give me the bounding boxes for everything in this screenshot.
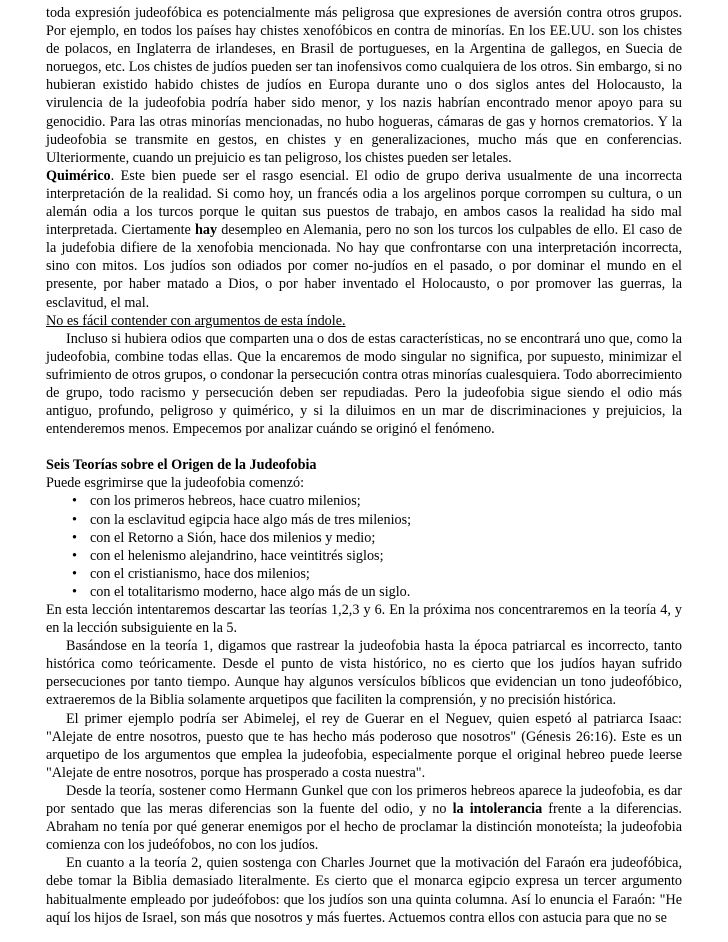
list-item — [72, 529, 682, 547]
list-item-text: con la esclavitud egipcia hace algo más de tres milenios; — [90, 511, 412, 528]
paragraph-theory-1: Basándose en la teoría 1, digamos que rastrear la judeofobia hasta la época patriarcal es incorrecto, tanto histórica como teóricamente. Desde el punto de vista histórico, no es cierto que los judíos hayan sufrido persecuciones por tanto tiempo. Aunque hay algunos versículos bíblicos que evidencian un tono judeofóbico, extraeremos de la Biblia solamente arquetipos que faciliten la comprensión, y no precisión histórica. — [46, 638, 682, 709]
list-item — [72, 492, 682, 510]
paragraph-underlined — [46, 312, 682, 330]
list-item — [72, 547, 682, 565]
paragraph-jokes: toda expresión judeofóbica es potencialmente más peligrosa que expresiones de aversión contra otros grupos. Por ejemplo, en todos los países hay chistes xenofóbicos en contra de minorías. En los EE.UU. son los chistes de polacos, en Inglaterra de irlandeses, en Brasil de portugueses, en la Argentina de gallegos, en Suecia de noruegos, etc. Los chistes de judíos pueden ser tan inofensivos como cualquiera de los otros. Sin embargo, si no hubieran existido habido chistes de judíos en Europa durante uno o dos siglos antes del Holocausto, la virulencia de la judeofobia podría haber sido menor, y los nazis habrían encontrado menor apoyo para su genocidio. Para las otras minorías mencionadas, no hubo hogueras, cámaras de gas y hornos crematorios. Y la judeofobia se transmite en gestos, en chistes y en generalizaciones, mucho más que en conferencias. Ulteriormente, cuando un prejuicio es tan peligroso, los chistes pueden ser letales. — [46, 5, 682, 166]
underlined-sentence: No es fácil contender con argumentos de esta índole. — [46, 312, 346, 329]
paragraph-chimerical — [46, 167, 682, 312]
theories-list — [46, 492, 682, 601]
bullet-icon: • — [72, 511, 77, 528]
section-intro: Puede esgrimirse que la judeofobia comenzó: — [46, 475, 305, 492]
paragraph-text: Desde la teoría, sostener como Hermann Gunkel que con los primeros hebreos aparece la judeofobia, es dar por sentado que las meras diferencias son la fuente del odio, y no — [46, 782, 682, 818]
bullet-icon: • — [72, 565, 77, 582]
paragraph-combined-hatred: Incluso si hubiera odios que comparten una o dos de estas características, no se encontrará uno que, como la judeofobia, combine todas ellas. Que la encaremos de modo singular no significa, por supuesto, minimizar el sufrimiento de otros grupos, o condonar la persecución contra otras minorías cualesquiera. Todo aborrecimiento de grupo, todo racismo y persecución deben ser repudiadas. Pero la judeofobia sigue siendo el odio más antiguo, profundo, peligroso y quimérico, y si la diluimos en un mar de discriminaciones y prejuicios, la entenderemos menos. Empecemos por analizar cuándo se originó el fenómeno. — [46, 330, 682, 438]
list-item — [72, 511, 682, 529]
paragraph-text: . Este bien puede ser el rasgo esencial. El odio de grupo deriva usualmente de una incorrecta interpretación de la realidad. Si como hoy, un francés odia a los argelinos porque corrompen su cultura, o un alemán odia a los turcos porque le quitan sus puestos de trabajo, en ambos casos la realidad ha sido mal interpretada. Ciertamente — [46, 167, 682, 239]
section-title — [46, 456, 682, 474]
section-title-text: Seis Teorías sobre el Origen de la Judeofobia — [46, 457, 317, 474]
paragraph-text: desempleo en Alemania, pero no son los turcos los culpables de ello. El caso de la judefobia difiere de la xenofobia mencionada. No hay que confrontarse con una interpretación incorrecta, sino con mitos. Los judíos son odiados por comer no-judíos en el pasado, o por dominar el mundo en el presente, por haber matado a Dios, o por haber inventado el Holocausto, o por promover las guerras, la esclavitud, el mal. — [46, 222, 682, 311]
list-item — [72, 565, 682, 583]
list-item-text: con el cristianismo, hace dos milenios; — [90, 565, 310, 582]
list-item-text: con el Retorno a Sión, hace dos milenios y medio; — [90, 529, 376, 546]
emphasis-intolerancia: la intolerancia — [452, 801, 543, 818]
list-item — [72, 583, 682, 601]
emphasis-hay: hay — [195, 222, 218, 239]
term-quimerico: Quimérico — [46, 167, 111, 184]
list-item-text: con el helenismo alejandrino, hace veintitrés siglos; — [90, 547, 384, 564]
paragraph-gunkel — [46, 782, 682, 854]
paragraph-theory-2: En cuanto a la teoría 2, quien sostenga con Charles Journet que la motivación del Faraón era judeofóbica, debe tomar la Biblia demasiado literalmente. Es cierto que el monarca egipcio expresa un tercer argumento habitualmente empleado por judeófobos: que los judíos son una quinta columna. Así lo enuncia el Faraón: "He aquí los hijos de Israel, son más que nosotros y más fuertes. Actuemos contra ellos con astucia para que no se — [46, 855, 682, 926]
paragraph-text: frente a la diferencias. Abraham no tenía por qué generar enemigos por el hecho de proclamar la distinción monoteísta; la judeofobia comienza con los judeófobos, no con los judíos. — [46, 801, 682, 854]
list-item-text: con el totalitarismo moderno, hace algo más de un siglo. — [90, 583, 411, 600]
bullet-icon: • — [72, 493, 77, 510]
blank-line — [46, 438, 682, 456]
bullet-icon: • — [72, 529, 77, 546]
bullet-icon: • — [72, 583, 77, 600]
list-item-text: con los primeros hebreos, hace cuatro milenios; — [90, 493, 361, 510]
paragraph-abimelej: El primer ejemplo podría ser Abimelej, el rey de Guerar en el Neguev, quien espetó al patriarca Isaac: "Alejate de entre nosotros, puesto que te has hecho más poderoso que nosotros" (Génesis 26:16). Este es un arquetipo de los argumentos que emplea la judeofobia, especialmente porque el original hebreo puede leerse "Alejate de entre nosotros, porque has prosperado a costa nuestra". — [46, 710, 682, 781]
paragraph-lesson-plan: En esta lección intentaremos descartar las teorías 1,2,3 y 6. En la próxima nos concentraremos en la teoría 4, y en la lección subsiguiente en la 5. — [46, 602, 682, 637]
bullet-icon: • — [72, 547, 77, 564]
